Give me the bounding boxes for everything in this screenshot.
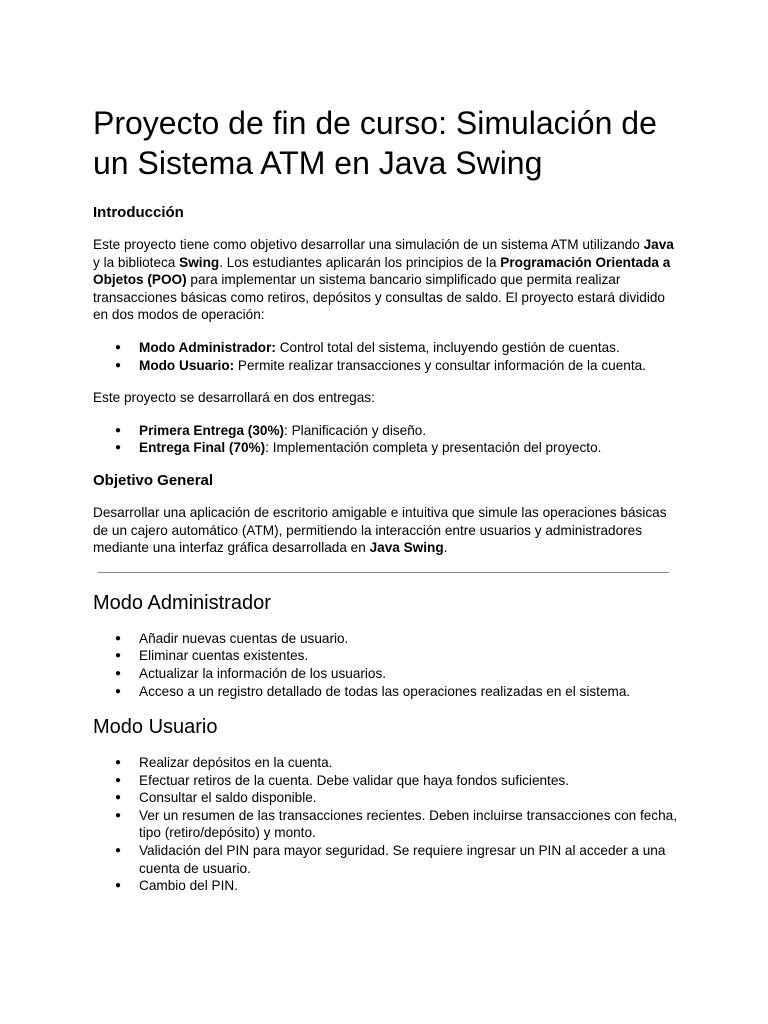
bullet-icon: ● [115,632,122,644]
list-item: ● Ver un resumen de las transacciones recientes. Deben incluirse transacciones con fecha, tipo (retiro/depósito) y monto. [115,807,678,841]
bullet-icon: ● [115,341,122,353]
heading-objetivo-general: Objetivo General [93,471,214,489]
bullet-icon: ● [115,845,122,857]
list-item: ● Actualizar la información de los usuarios. [115,665,387,681]
list-item: ● Realizar depósitos en la cuenta. [115,755,333,771]
bullet-icon: ● [115,650,122,662]
heading-modo-usuario: Modo Usuario [93,716,218,739]
bullet-icon: ● [115,757,122,769]
bullet-icon: ● [115,685,122,697]
list-item: ● Añadir nuevas cuentas de usuario. [115,630,349,646]
list-item: ● Modo Administrador: Control total del sistema, incluyendo gestión de cuentas. [115,339,620,355]
list-item: ● Cambio del PIN. [115,878,238,894]
bullet-icon: ● [115,880,122,892]
modes-list [93,339,683,374]
bullet-icon: ● [115,359,122,371]
list-item: ● Entrega Final (70%): Implementación completa y presentación del proyecto. [115,440,602,456]
list-item: ● Validación del PIN para mayor seguridad. Se requiere ingresar un PIN al acceder a una cuenta de usuario. [115,843,666,876]
objective-paragraph: Desarrollar una aplicación de escritorio amigable e intuitiva que simule las operaciones básicas de un cajero automático (ATM), permitiendo la interacción entre usuarios y administradores mediante una interfaz gráfica desarrollada en Java Swing. [93,504,667,556]
bullet-icon: ● [115,442,122,454]
user-list [93,754,683,895]
list-item: ● Primera Entrega (30%): Planificación y diseño. [115,422,427,438]
intro-paragraph: Este proyecto tiene como objetivo desarrollar una simulación de un sistema ATM utilizando Java y la biblioteca Swing. Los estudiantes aplicarán los principios de la Programación Orientada a Objetos (POO) para implementar un sistema bancario simplificado que permita realizar transacciones básicas como retiros, depósitos y consultas de saldo. El proyecto estará dividido en dos modos de operación: [93,237,674,323]
list-item: ● Eliminar cuentas existentes. [115,648,309,664]
bullet-icon: ● [115,667,122,679]
bullet-icon: ● [115,792,122,804]
document-title: Proyecto de fin de curso: Simulación de un Sistema ATM en Java Swing [93,105,657,181]
bullet-icon: ● [115,809,122,821]
list-item: ● Efectuar retiros de la cuenta. Debe validar que haya fondos suficientes. [115,772,569,788]
list-item: ● Acceso a un registro detallado de todas las operaciones realizadas en el sistema. [115,683,631,699]
deliveries-list [93,422,683,457]
heading-introduccion: Introducción [93,204,184,221]
list-item: ● Modo Usuario: Permite realizar transacciones y consultar información de la cuenta. [115,357,646,373]
deliveries-intro: Este proyecto se desarrollará en dos entregas: [93,390,375,406]
document-body [93,103,683,910]
heading-modo-administrador: Modo Administrador [93,591,271,614]
horizontal-divider [98,572,669,573]
bullet-icon: ● [115,424,122,436]
admin-list [93,630,683,700]
bullet-icon: ● [115,774,122,786]
list-item: ● Consultar el saldo disponible. [115,790,317,806]
